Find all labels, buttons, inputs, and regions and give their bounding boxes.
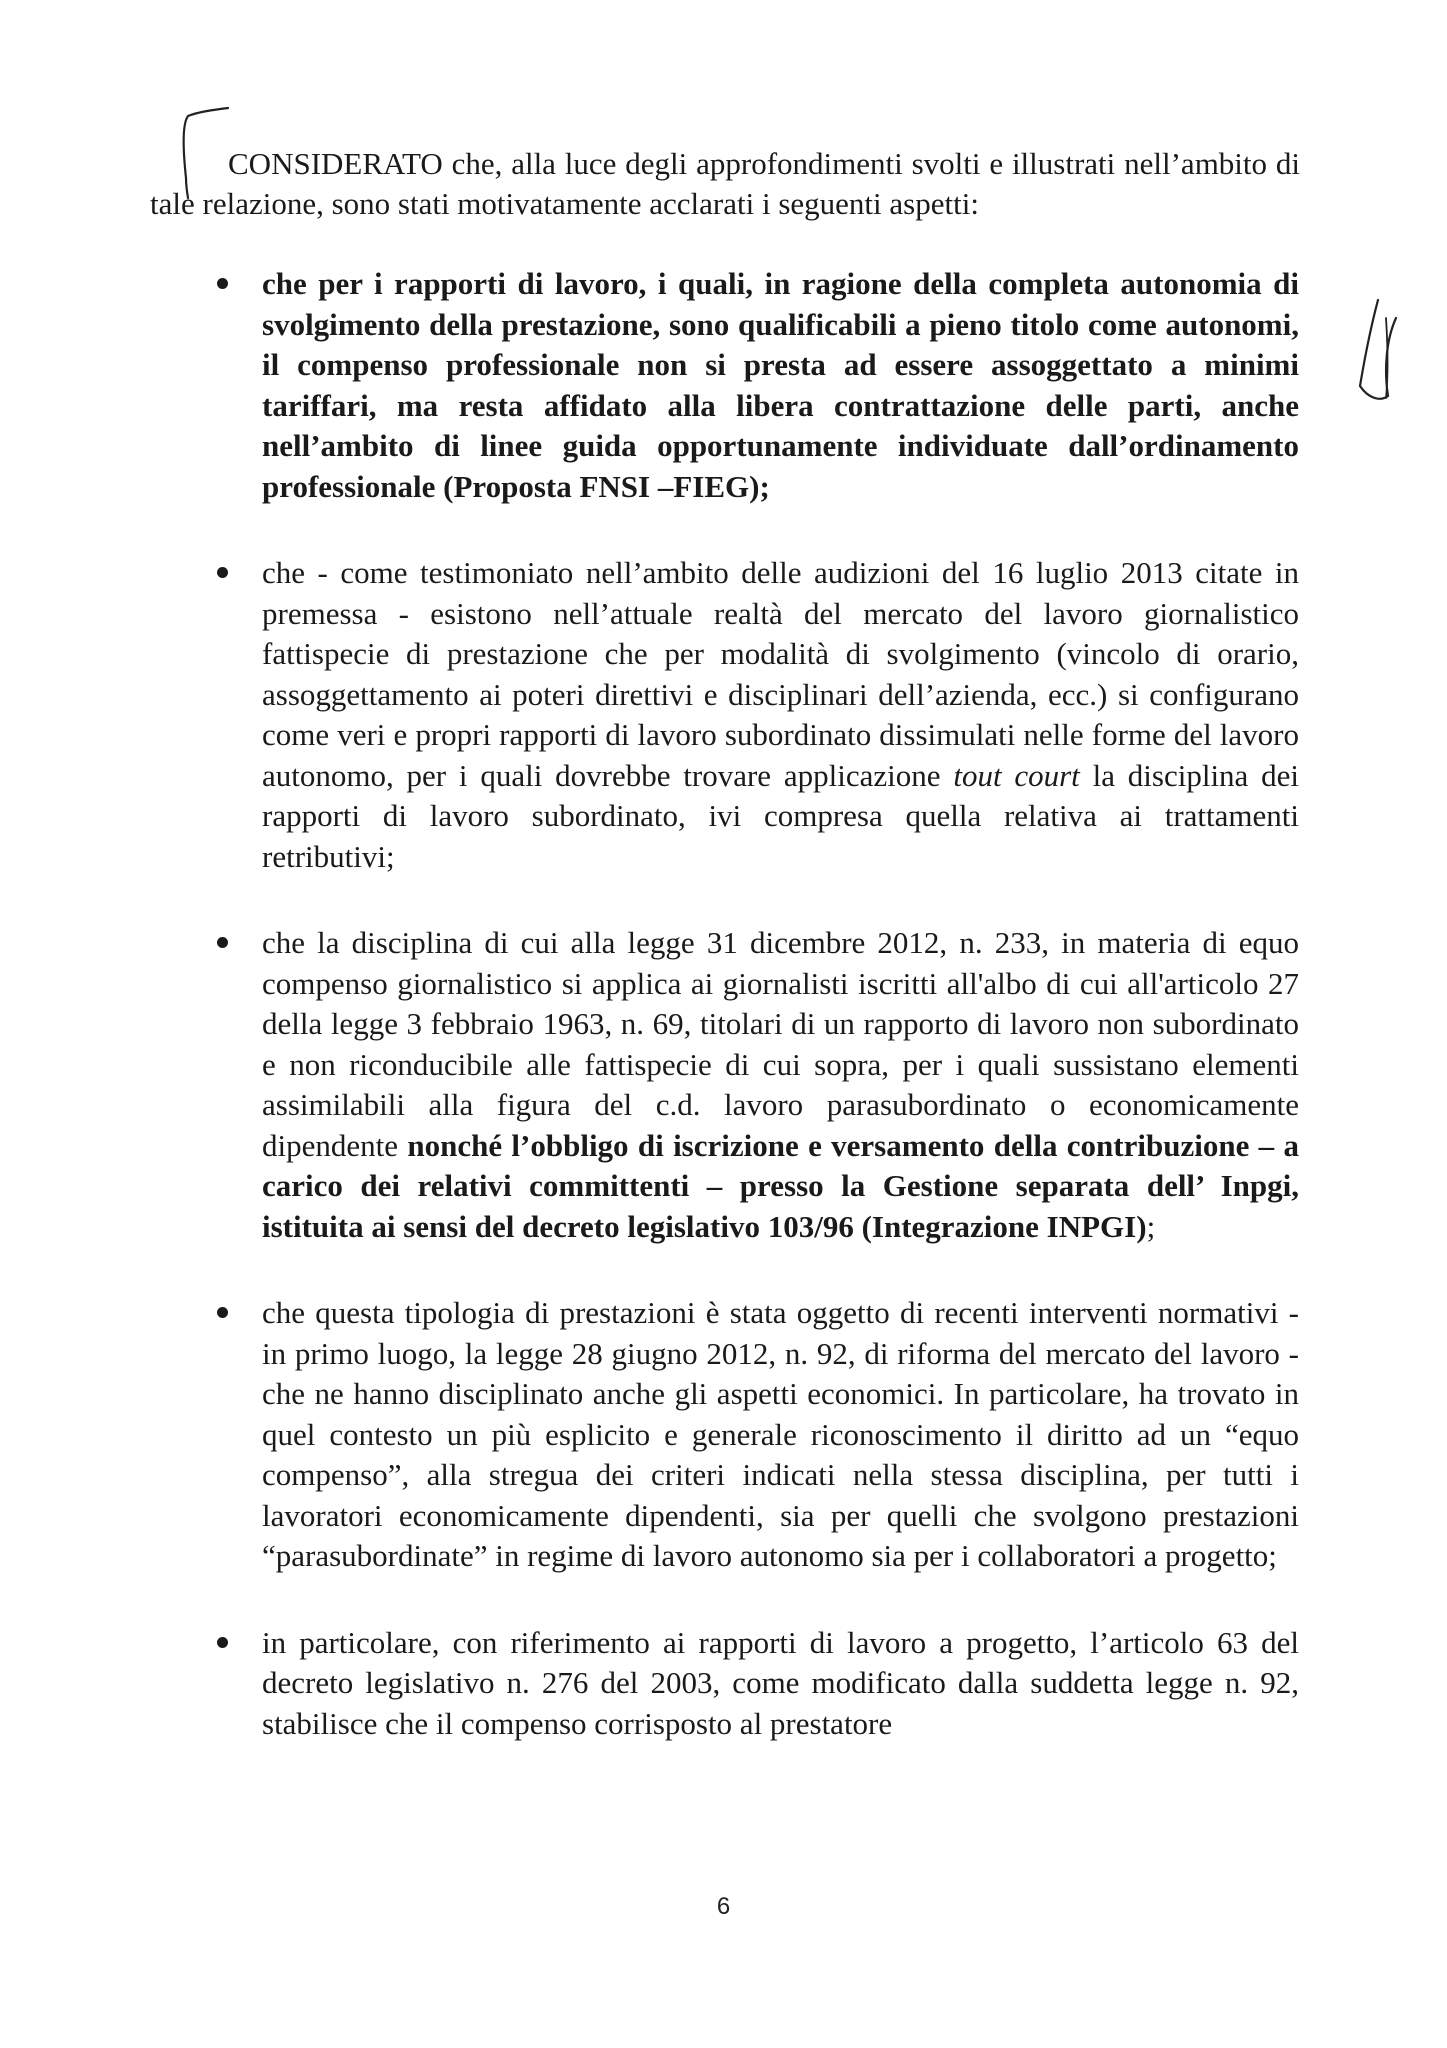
list-item-text: la disciplina dei rapporti di lavoro subordinato, ivi compresa quella relativa ai trattamenti retributivi;: [262, 757, 1299, 874]
list-item-text: ;: [1146, 1208, 1156, 1244]
initial-mark-tail: [1386, 318, 1388, 398]
initial-mark: [1360, 300, 1396, 399]
bullet-icon: [217, 1307, 228, 1318]
list-item: [262, 264, 1299, 507]
list-item: [262, 1623, 1299, 1745]
list-item-text: in particolare, con riferimento ai rapporti di lavoro a progetto, l’articolo 63 del decreto legislativo n. 276 del 2003, come modificato dalla suddetta legge n. 92, stabilisce che il compenso corrisposto al prestatore: [262, 1624, 1299, 1741]
italic-term: tout court: [953, 757, 1080, 793]
list-item: [262, 553, 1299, 877]
considerations-list: [262, 264, 1299, 1790]
bullet-icon: [217, 1637, 228, 1648]
list-item-text: che questa tipologia di prestazioni è stata oggetto di recenti interventi normativi - in primo luogo, la legge 28 giugno 2012, n. 92, di riforma del mercato del lavoro - che ne hanno disciplinato anche gli aspetti economici. In particolare, ha trovato in quel contesto un più esplicito e generale riconoscimento il diritto ad un “equo compenso”, alla stregua dei criteri indicati nella stessa disciplina, per tutti i lavoratori economicamente dipendenti, sia per quelli che svolgono prestazioni “parasubordinate” in regime di lavoro autonomo sia per i collaboratori a progetto;: [262, 1295, 1299, 1573]
list-item-text: che - come testimoniato nell’ambito delle audizioni del 16 luglio 2013 citate in premessa - esistono nell’attuale realtà del mercato del lavoro giornalistico fattispecie di prestazione che per modalità di svolgimento (vincolo di orario, assoggettamento ai poteri direttivi e disciplinari dell’azienda, ecc.) si configurano come veri e propri rapporti di lavoro subordinato dissimulati nelle forme del lavoro autonomo, per i quali dovrebbe trovare applicazione: [262, 555, 1299, 793]
list-item: [262, 923, 1299, 1247]
list-item: [262, 1293, 1299, 1577]
page-number: 6: [716, 1893, 731, 1920]
bold-emphasis: nonché l’obbligo di iscrizione e versamento della contribuzione – a carico dei relativi committenti – presso la Gestione separata dell’ Inpgi, istituita ai sensi del decreto legislativo 103/96 (Integrazione INPGI): [262, 1127, 1299, 1244]
intro-paragraph: [150, 144, 1300, 224]
bullet-icon: [217, 278, 228, 289]
list-item-text: che la disciplina di cui alla legge 31 dicembre 2012, n. 233, in materia di equo compenso giornalistico si applica ai giornalisti iscritti all'albo di cui all'articolo 27 della legge 3 febbraio 1963, n. 69, titolari di un rapporto di lavoro non subordinato e non riconducibile alle fattispecie di cui sopra, per i quali sussistano elementi assimilabili alla figura del c.d. lavoro parasubordinato o economicamente dipendente: [262, 925, 1299, 1163]
bullet-icon: [217, 937, 228, 948]
list-item-text: che per i rapporti di lavoro, i quali, in ragione della completa autonomia di svolgimento della prestazione, sono qualificabili a pieno titolo come autonomi, il compenso professionale non si presta ad essere assoggettato a minimi tariffari, ma resta affidato alla libera contrattazione delle parti, anche nell’ambito di linee guida opportunamente individuate dall’ordinamento professionale (Proposta FNSI –FIEG);: [262, 266, 1299, 504]
intro-text: CONSIDERATO che, alla luce degli approfondimenti svolti e illustrati nell’ambito di tale relazione, sono stati motivatamente acclarati i seguenti aspetti:: [150, 146, 1300, 221]
bullet-icon: [217, 567, 228, 578]
